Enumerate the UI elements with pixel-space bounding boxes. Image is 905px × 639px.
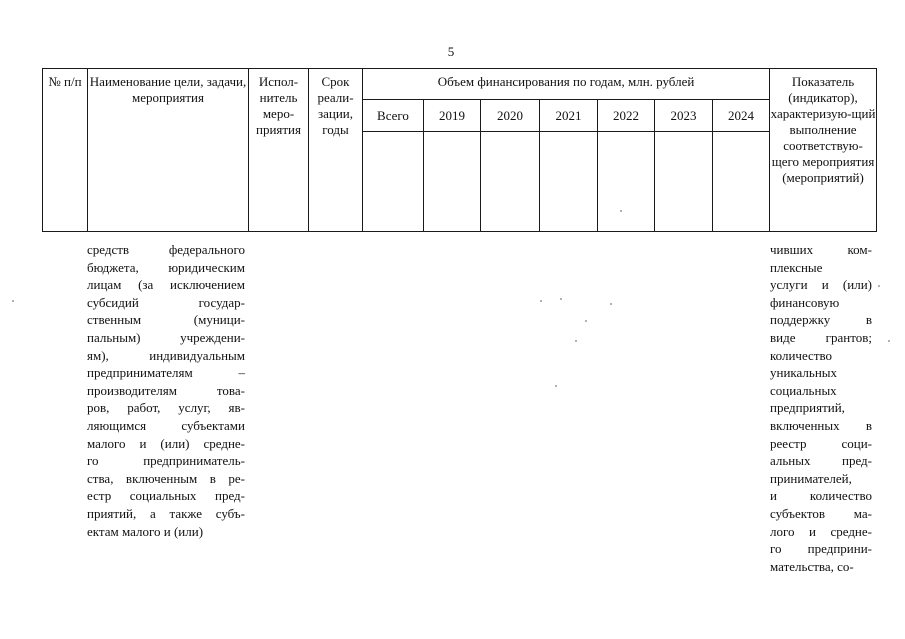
header-col-term: Срок реали-зации, годы bbox=[309, 69, 363, 232]
header-sub-year-2020: 2020 bbox=[481, 100, 540, 132]
scan-speck bbox=[585, 320, 587, 322]
header-sub-year-2019: 2019 bbox=[424, 100, 481, 132]
text-line: производителям това- bbox=[87, 382, 245, 398]
text-line: количество bbox=[770, 347, 833, 363]
header-blank-cell bbox=[540, 132, 598, 232]
text-line: альных пред- bbox=[770, 453, 872, 469]
text-line: пальным) учреждени- bbox=[87, 329, 245, 345]
text-line: ектам малого и (или) bbox=[87, 523, 204, 539]
text-line: принимателей, bbox=[770, 470, 852, 486]
text-line: бюджета, юридическим bbox=[87, 259, 245, 275]
text-line: приятий, а также субъ- bbox=[87, 505, 245, 521]
text-line: ров, работ, услуг, яв- bbox=[87, 400, 245, 416]
header-blank-cell bbox=[655, 132, 713, 232]
text-line: го предприниматель- bbox=[87, 453, 245, 469]
text-line: средств федерального bbox=[87, 242, 245, 257]
text-line: субъектов ма- bbox=[770, 505, 872, 521]
page-number: 5 bbox=[447, 44, 455, 59]
header-sub-year-2022: 2022 bbox=[598, 100, 655, 132]
header-col-funding: Объем финансирования по годам, млн. рублей bbox=[363, 69, 770, 100]
scan-speck bbox=[575, 340, 577, 342]
text-line: социальных bbox=[770, 382, 837, 398]
header-col-number: № п/п bbox=[43, 69, 88, 232]
indicator-description-text bbox=[770, 241, 872, 575]
scan-speck bbox=[610, 303, 612, 305]
header-blank-cell bbox=[598, 132, 655, 232]
text-line: реестр соци- bbox=[770, 435, 872, 451]
financing-table-header bbox=[42, 68, 877, 232]
header-sub-year-2024: 2024 bbox=[713, 100, 770, 132]
header-col-indicator: Показатель (индикатор), характеризую-щий выполнение соответствую-щего мероприятия (мероприятий) bbox=[770, 69, 877, 232]
text-line: плексные bbox=[770, 259, 823, 275]
text-line: виде грантов; bbox=[770, 329, 872, 345]
scan-speck bbox=[620, 210, 622, 212]
text-line: малого и (или) средне- bbox=[87, 435, 245, 451]
header-blank-cell bbox=[363, 132, 424, 232]
header-blank-cell bbox=[713, 132, 770, 232]
text-line: субсидий государ- bbox=[87, 294, 245, 310]
text-line: и количество bbox=[770, 488, 872, 504]
text-line: лого и средне- bbox=[770, 523, 872, 539]
text-line: поддержку в bbox=[770, 312, 872, 328]
text-line: финансовую bbox=[770, 294, 840, 310]
header-sub-year-2023: 2023 bbox=[655, 100, 713, 132]
text-line: уникальных bbox=[770, 365, 838, 381]
text-line: чивших ком- bbox=[770, 242, 872, 257]
text-line: ляющимся субъектами bbox=[87, 417, 245, 433]
header-col-executor: Испол-нитель меро-приятия bbox=[249, 69, 309, 232]
header-col-name: Наименование цели, задачи, мероприятия bbox=[88, 69, 249, 232]
text-line: предпринимателям – bbox=[87, 365, 245, 381]
text-line: мательства, со- bbox=[770, 558, 854, 574]
scan-speck bbox=[540, 300, 542, 302]
header-blank-cell bbox=[481, 132, 540, 232]
measure-description-text bbox=[87, 241, 245, 540]
header-sub-total: Всего bbox=[363, 100, 424, 132]
text-line: естр социальных пред- bbox=[87, 488, 245, 504]
text-line: ства, включенным в ре- bbox=[87, 470, 245, 486]
text-line: лицам (за исключением bbox=[87, 277, 245, 293]
text-line: ственным (муници- bbox=[87, 312, 245, 328]
text-line: предприятий, bbox=[770, 400, 845, 416]
scan-speck bbox=[560, 298, 562, 300]
scan-speck bbox=[888, 340, 890, 342]
text-line: услуги и (или) bbox=[770, 277, 872, 293]
text-line: го предприни- bbox=[770, 541, 872, 557]
scan-speck bbox=[555, 385, 557, 387]
scan-speck bbox=[878, 285, 880, 287]
header-sub-year-2021: 2021 bbox=[540, 100, 598, 132]
text-line: включенных в bbox=[770, 417, 872, 433]
scan-speck bbox=[12, 300, 14, 302]
header-blank-cell bbox=[424, 132, 481, 232]
text-line: ям), индивидуальным bbox=[87, 347, 245, 363]
